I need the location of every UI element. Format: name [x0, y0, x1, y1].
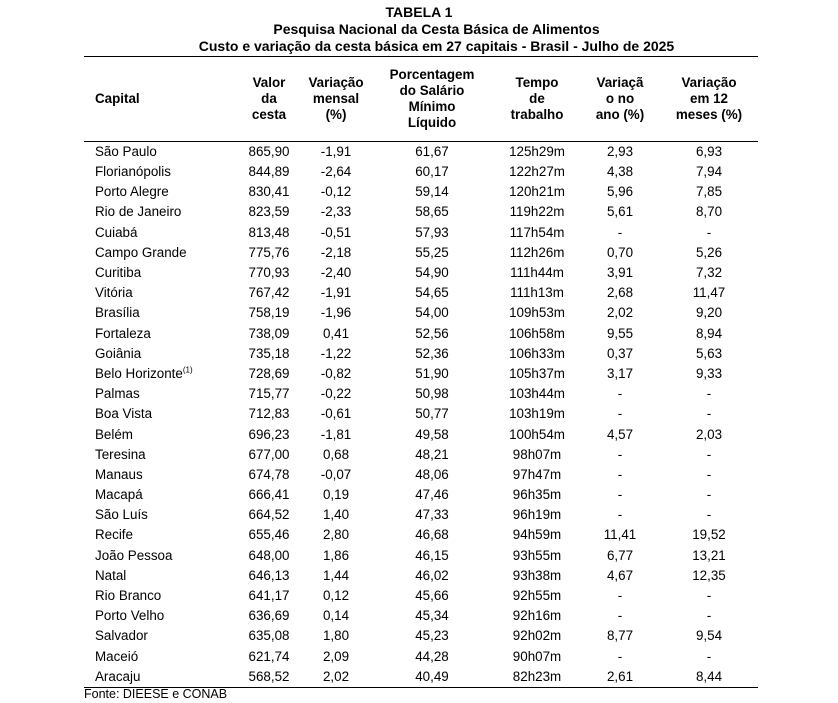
variacao-ano-cell: 11,41 [603, 527, 637, 543]
capital-cell: São Paulo [95, 144, 157, 159]
valor-cell: 677,00 [248, 446, 290, 462]
table-row [84, 243, 758, 263]
data-table [84, 56, 758, 688]
tempo-cell: 93h38m [512, 567, 562, 583]
header-capital: Capital [84, 57, 236, 142]
variacao-mensal-cell: 0,68 [322, 446, 350, 462]
table-row [84, 283, 758, 303]
capital-cell: Fortaleza [95, 325, 151, 341]
variacao-12-cell: 9,54 [695, 628, 723, 644]
table-caption: Custo e variação da cesta básica em 27 capitais - Brasil - Julho de 2025 [198, 38, 675, 54]
valor-cell: 674,78 [248, 466, 290, 482]
valor-cell: 775,76 [248, 244, 290, 260]
capital-cell: Campo Grande [95, 244, 187, 260]
valor-cell: 715,77 [248, 386, 290, 402]
tempo-cell: 82h23m [494, 667, 580, 688]
capital-cell: Rio de Janeiro [95, 204, 182, 220]
porcentagem-cell: 59,14 [415, 184, 449, 200]
porcentagem-cell: 54,90 [415, 265, 449, 281]
variacao-mensal-cell: -2,18 [320, 244, 352, 260]
valor-cell: 813,48 [248, 224, 290, 240]
capital-cell: Palmas [95, 386, 140, 402]
tempo-cell: 92h02m [512, 628, 562, 644]
table-row [84, 263, 758, 283]
table-row [84, 465, 758, 485]
header-variacao-ano: Variaçã o no ano (%) [580, 57, 660, 142]
porcentagem-cell: 45,34 [415, 608, 449, 624]
tempo-cell: 106h58m [509, 325, 565, 341]
table-row [84, 384, 758, 404]
capital-cell: Belém [95, 426, 133, 442]
capital-cell: Porto Alegre [95, 184, 169, 200]
tempo-cell: 92h16m [512, 608, 562, 624]
variacao-ano-cell: - [617, 608, 623, 624]
table-row [84, 505, 758, 525]
valor-cell: 758,19 [248, 305, 290, 321]
capital-cell: São Luís [95, 507, 148, 523]
variacao-ano-cell: - [617, 386, 623, 402]
porcentagem-cell: 47,46 [415, 487, 449, 503]
variacao-mensal-cell: 1,44 [322, 567, 350, 583]
variacao-mensal-cell: 2,02 [302, 667, 370, 688]
variacao-12-cell: 7,94 [695, 164, 723, 180]
variacao-mensal-cell: 0,12 [322, 588, 350, 604]
porcentagem-cell: 57,93 [415, 224, 449, 240]
table-row [84, 404, 758, 424]
tempo-cell: 97h47m [512, 466, 562, 482]
porcentagem-cell: 58,65 [415, 204, 449, 220]
header-tempo: Tempo de trabalho [494, 57, 580, 142]
tempo-cell: 122h27m [509, 164, 565, 180]
tempo-cell: 100h54m [509, 426, 565, 442]
variacao-12-cell: 11,47 [692, 285, 726, 301]
porcentagem-cell: 45,66 [415, 588, 449, 604]
variacao-12-cell: 19,52 [692, 527, 726, 543]
variacao-ano-cell: 2,61 [580, 667, 660, 688]
table-row [84, 606, 758, 626]
tempo-cell: 111h44m [510, 265, 564, 281]
porcentagem-cell: 48,06 [415, 466, 449, 482]
source-note: Fonte: DIEESE e CONAB [84, 687, 228, 701]
tempo-cell: 94h59m [512, 527, 562, 543]
variacao-12-cell: 13,21 [692, 547, 726, 563]
valor-cell: 646,13 [248, 567, 290, 583]
porcentagem-cell: 54,65 [415, 285, 449, 301]
variacao-ano-cell: - [617, 466, 623, 482]
variacao-ano-cell: 0,70 [606, 244, 634, 260]
variacao-12-cell: - [706, 386, 712, 402]
valor-cell: 635,08 [248, 628, 290, 644]
variacao-ano-cell: - [617, 406, 623, 422]
variacao-mensal-cell: -2,64 [320, 164, 352, 180]
variacao-mensal-cell: 0,41 [322, 325, 350, 341]
variacao-mensal-cell: -0,22 [320, 386, 352, 402]
variacao-mensal-cell: 2,09 [322, 648, 350, 664]
variacao-ano-cell: 0,37 [606, 345, 634, 361]
tempo-cell: 109h53m [509, 305, 565, 321]
porcentagem-cell: 50,98 [415, 386, 449, 402]
variacao-12-cell: 9,33 [695, 365, 723, 381]
variacao-12-cell: - [706, 507, 712, 523]
table-number: TABELA 1 [385, 4, 453, 20]
valor-cell: 641,17 [248, 588, 290, 604]
variacao-ano-cell: 5,61 [606, 204, 634, 220]
porcentagem-cell: 44,28 [415, 648, 449, 664]
variacao-12-cell: 8,44 [660, 667, 758, 688]
valor-cell: 830,41 [248, 184, 290, 200]
tempo-cell: 117h54m [509, 224, 565, 240]
capital-cell: Aracaju [84, 667, 236, 688]
table-row [84, 626, 758, 646]
header-variacao-mensal: Variação mensal (%) [302, 57, 370, 142]
porcentagem-cell: 46,15 [415, 547, 449, 563]
variacao-ano-cell: 4,38 [606, 164, 634, 180]
valor-cell: 568,52 [236, 667, 302, 688]
variacao-12-cell: 7,85 [695, 184, 723, 200]
variacao-mensal-cell: 1,86 [322, 547, 350, 563]
variacao-mensal-cell: -0,61 [320, 406, 352, 422]
valor-cell: 666,41 [248, 487, 290, 503]
table-row [84, 223, 758, 243]
variacao-mensal-cell: -0,51 [320, 224, 352, 240]
table-row [84, 485, 758, 505]
valor-cell: 648,00 [248, 547, 290, 563]
variacao-12-cell: 5,26 [695, 244, 723, 260]
tempo-cell: 98h07m [512, 446, 562, 462]
variacao-mensal-cell: -2,40 [320, 265, 352, 281]
table-subtitle: Pesquisa Nacional da Cesta Básica de Alimentos [273, 21, 600, 37]
capital-cell: Curitiba [95, 265, 142, 281]
capital-cell: Boa Vista [95, 406, 153, 422]
porcentagem-cell: 46,02 [415, 567, 449, 583]
porcentagem-cell: 52,56 [415, 325, 449, 341]
variacao-mensal-cell: -0,12 [320, 184, 352, 200]
variacao-mensal-cell: -0,07 [320, 466, 352, 482]
table-row [84, 445, 758, 465]
variacao-12-cell: 2,03 [695, 426, 723, 442]
valor-cell: 621,74 [248, 648, 290, 664]
table-row [84, 647, 758, 667]
porcentagem-cell: 51,90 [415, 365, 449, 381]
variacao-12-cell: - [706, 588, 712, 604]
valor-cell: 712,83 [248, 406, 290, 422]
variacao-mensal-cell: -1,96 [320, 305, 352, 321]
variacao-mensal-cell: 1,80 [322, 628, 350, 644]
valor-cell: 636,69 [248, 608, 290, 624]
variacao-12-cell: 5,63 [695, 345, 723, 361]
variacao-ano-cell: - [617, 588, 623, 604]
variacao-ano-cell: 2,68 [606, 285, 634, 301]
valor-cell: 738,09 [248, 325, 290, 341]
variacao-12-cell: 12,35 [692, 567, 726, 583]
porcentagem-cell: 54,00 [415, 305, 449, 321]
valor-cell: 735,18 [248, 345, 290, 361]
table-row [84, 546, 758, 566]
table-row [84, 364, 758, 384]
table-body [84, 142, 758, 688]
valor-cell: 844,89 [248, 164, 290, 180]
variacao-ano-cell: 2,02 [606, 305, 634, 321]
variacao-mensal-cell: 2,80 [322, 527, 350, 543]
porcentagem-cell: 47,33 [415, 507, 449, 523]
table-row [84, 525, 758, 545]
variacao-mensal-cell: -1,81 [320, 426, 352, 442]
table-row [84, 303, 758, 323]
valor-cell: 823,59 [248, 204, 290, 220]
header-porcentagem: Porcentagem do Salário Mínimo Líquido [370, 57, 494, 142]
porcentagem-cell: 46,68 [415, 527, 449, 543]
valor-cell: 664,52 [248, 507, 290, 523]
table-row [84, 424, 758, 444]
table-row [84, 162, 758, 182]
capital-cell: Vitória [95, 285, 133, 301]
table-titles [0, 4, 838, 55]
header-row [84, 57, 758, 142]
capital-cell: João Pessoa [95, 547, 173, 563]
variacao-mensal-cell: -1,22 [320, 345, 352, 361]
variacao-12-cell: - [706, 446, 712, 462]
valor-cell: 865,90 [248, 144, 290, 159]
variacao-mensal-cell: 1,40 [322, 507, 350, 523]
variacao-mensal-cell: -1,91 [320, 285, 352, 301]
table-row [84, 344, 758, 364]
variacao-mensal-cell: 0,14 [322, 608, 350, 624]
valor-cell: 767,42 [248, 285, 290, 301]
table-row [84, 586, 758, 606]
variacao-mensal-cell: -0,82 [320, 365, 352, 381]
tempo-cell: 92h55m [512, 588, 562, 604]
variacao-12-cell: 6,93 [695, 144, 723, 159]
variacao-mensal-cell: -2,33 [320, 204, 352, 220]
variacao-ano-cell: - [617, 507, 623, 523]
capital-cell: Macapá [95, 487, 143, 503]
variacao-ano-cell: - [617, 487, 623, 503]
header-variacao-12: Variação em 12 meses (%) [660, 57, 758, 142]
valor-cell: 696,23 [248, 426, 290, 442]
tempo-cell: 111h13m [510, 285, 564, 301]
table-row [84, 182, 758, 202]
capital-cell: Brasília [95, 305, 140, 321]
capital-cell: Goiânia [95, 345, 142, 361]
tempo-cell: 103h19m [509, 406, 565, 422]
variacao-mensal-cell: 0,19 [322, 487, 350, 503]
variacao-mensal-cell: -1,91 [320, 144, 352, 159]
variacao-ano-cell: 3,17 [606, 365, 634, 381]
tempo-cell: 125h29m [509, 144, 565, 159]
variacao-12-cell: - [706, 487, 712, 503]
table-row [84, 142, 758, 163]
variacao-ano-cell: 2,93 [606, 144, 634, 159]
porcentagem-cell: 61,67 [415, 144, 449, 159]
porcentagem-cell: 49,58 [415, 426, 449, 442]
table-row [84, 324, 758, 344]
capital-cell: Manaus [95, 466, 143, 482]
variacao-12-cell: - [706, 608, 712, 624]
capital-cell: Rio Branco [95, 588, 162, 604]
capital-cell: Maceió [95, 648, 139, 664]
variacao-12-cell: 8,70 [695, 204, 723, 220]
tempo-cell: 90h07m [512, 648, 562, 664]
variacao-ano-cell: 4,57 [606, 426, 634, 442]
variacao-12-cell: 7,32 [695, 265, 723, 281]
porcentagem-cell: 60,17 [415, 164, 449, 180]
tempo-cell: 96h35m [512, 487, 562, 503]
porcentagem-cell: 52,36 [415, 345, 449, 361]
variacao-12-cell: 8,94 [695, 325, 723, 341]
table-row [84, 202, 758, 222]
capital-cell: Salvador [95, 628, 148, 644]
porcentagem-cell: 48,21 [415, 446, 449, 462]
variacao-ano-cell: 9,55 [606, 325, 634, 341]
capital-cell: Cuiabá [95, 224, 138, 240]
capital-cell: Porto Velho [95, 608, 165, 624]
tempo-cell: 112h26m [509, 244, 565, 260]
variacao-ano-cell: 6,77 [606, 547, 634, 563]
porcentagem-cell: 50,77 [415, 406, 449, 422]
valor-cell: 655,46 [248, 527, 290, 543]
valor-cell: 770,93 [248, 265, 290, 281]
capital-cell: Natal [95, 567, 127, 583]
variacao-ano-cell: - [617, 224, 623, 240]
porcentagem-cell: 40,49 [370, 667, 494, 688]
tempo-cell: 106h33m [509, 345, 565, 361]
table-row [84, 667, 758, 688]
tempo-cell: 103h44m [509, 386, 565, 402]
capital-cell: Recife [95, 527, 133, 543]
capital-cell: Belo Horizonte$^{(1)}$ [95, 365, 193, 381]
tempo-cell: 120h21m [509, 184, 565, 200]
variacao-12-cell: - [706, 466, 712, 482]
table-row [84, 566, 758, 586]
variacao-12-cell: 9,20 [695, 305, 723, 321]
capital-cell: Florianópolis [95, 164, 171, 180]
variacao-12-cell: - [706, 224, 712, 240]
tempo-cell: 93h55m [512, 547, 562, 563]
variacao-ano-cell: 5,96 [606, 184, 634, 200]
tempo-cell: 96h19m [512, 507, 562, 523]
header-valor: Valor da cesta [236, 57, 302, 142]
variacao-ano-cell: - [617, 446, 623, 462]
porcentagem-cell: 45,23 [415, 628, 449, 644]
variacao-12-cell: - [706, 648, 712, 664]
porcentagem-cell: 55,25 [415, 244, 449, 260]
tempo-cell: 105h37m [509, 365, 565, 381]
capital-cell: Teresina [95, 446, 146, 462]
variacao-ano-cell: 4,67 [606, 567, 634, 583]
variacao-ano-cell: 8,77 [606, 628, 634, 644]
variacao-ano-cell: - [617, 648, 623, 664]
tempo-cell: 119h22m [509, 204, 565, 220]
valor-cell: 728,69 [248, 365, 290, 381]
footnote-marker: (1) [182, 365, 193, 375]
variacao-12-cell: - [706, 406, 712, 422]
variacao-ano-cell: 3,91 [606, 265, 634, 281]
